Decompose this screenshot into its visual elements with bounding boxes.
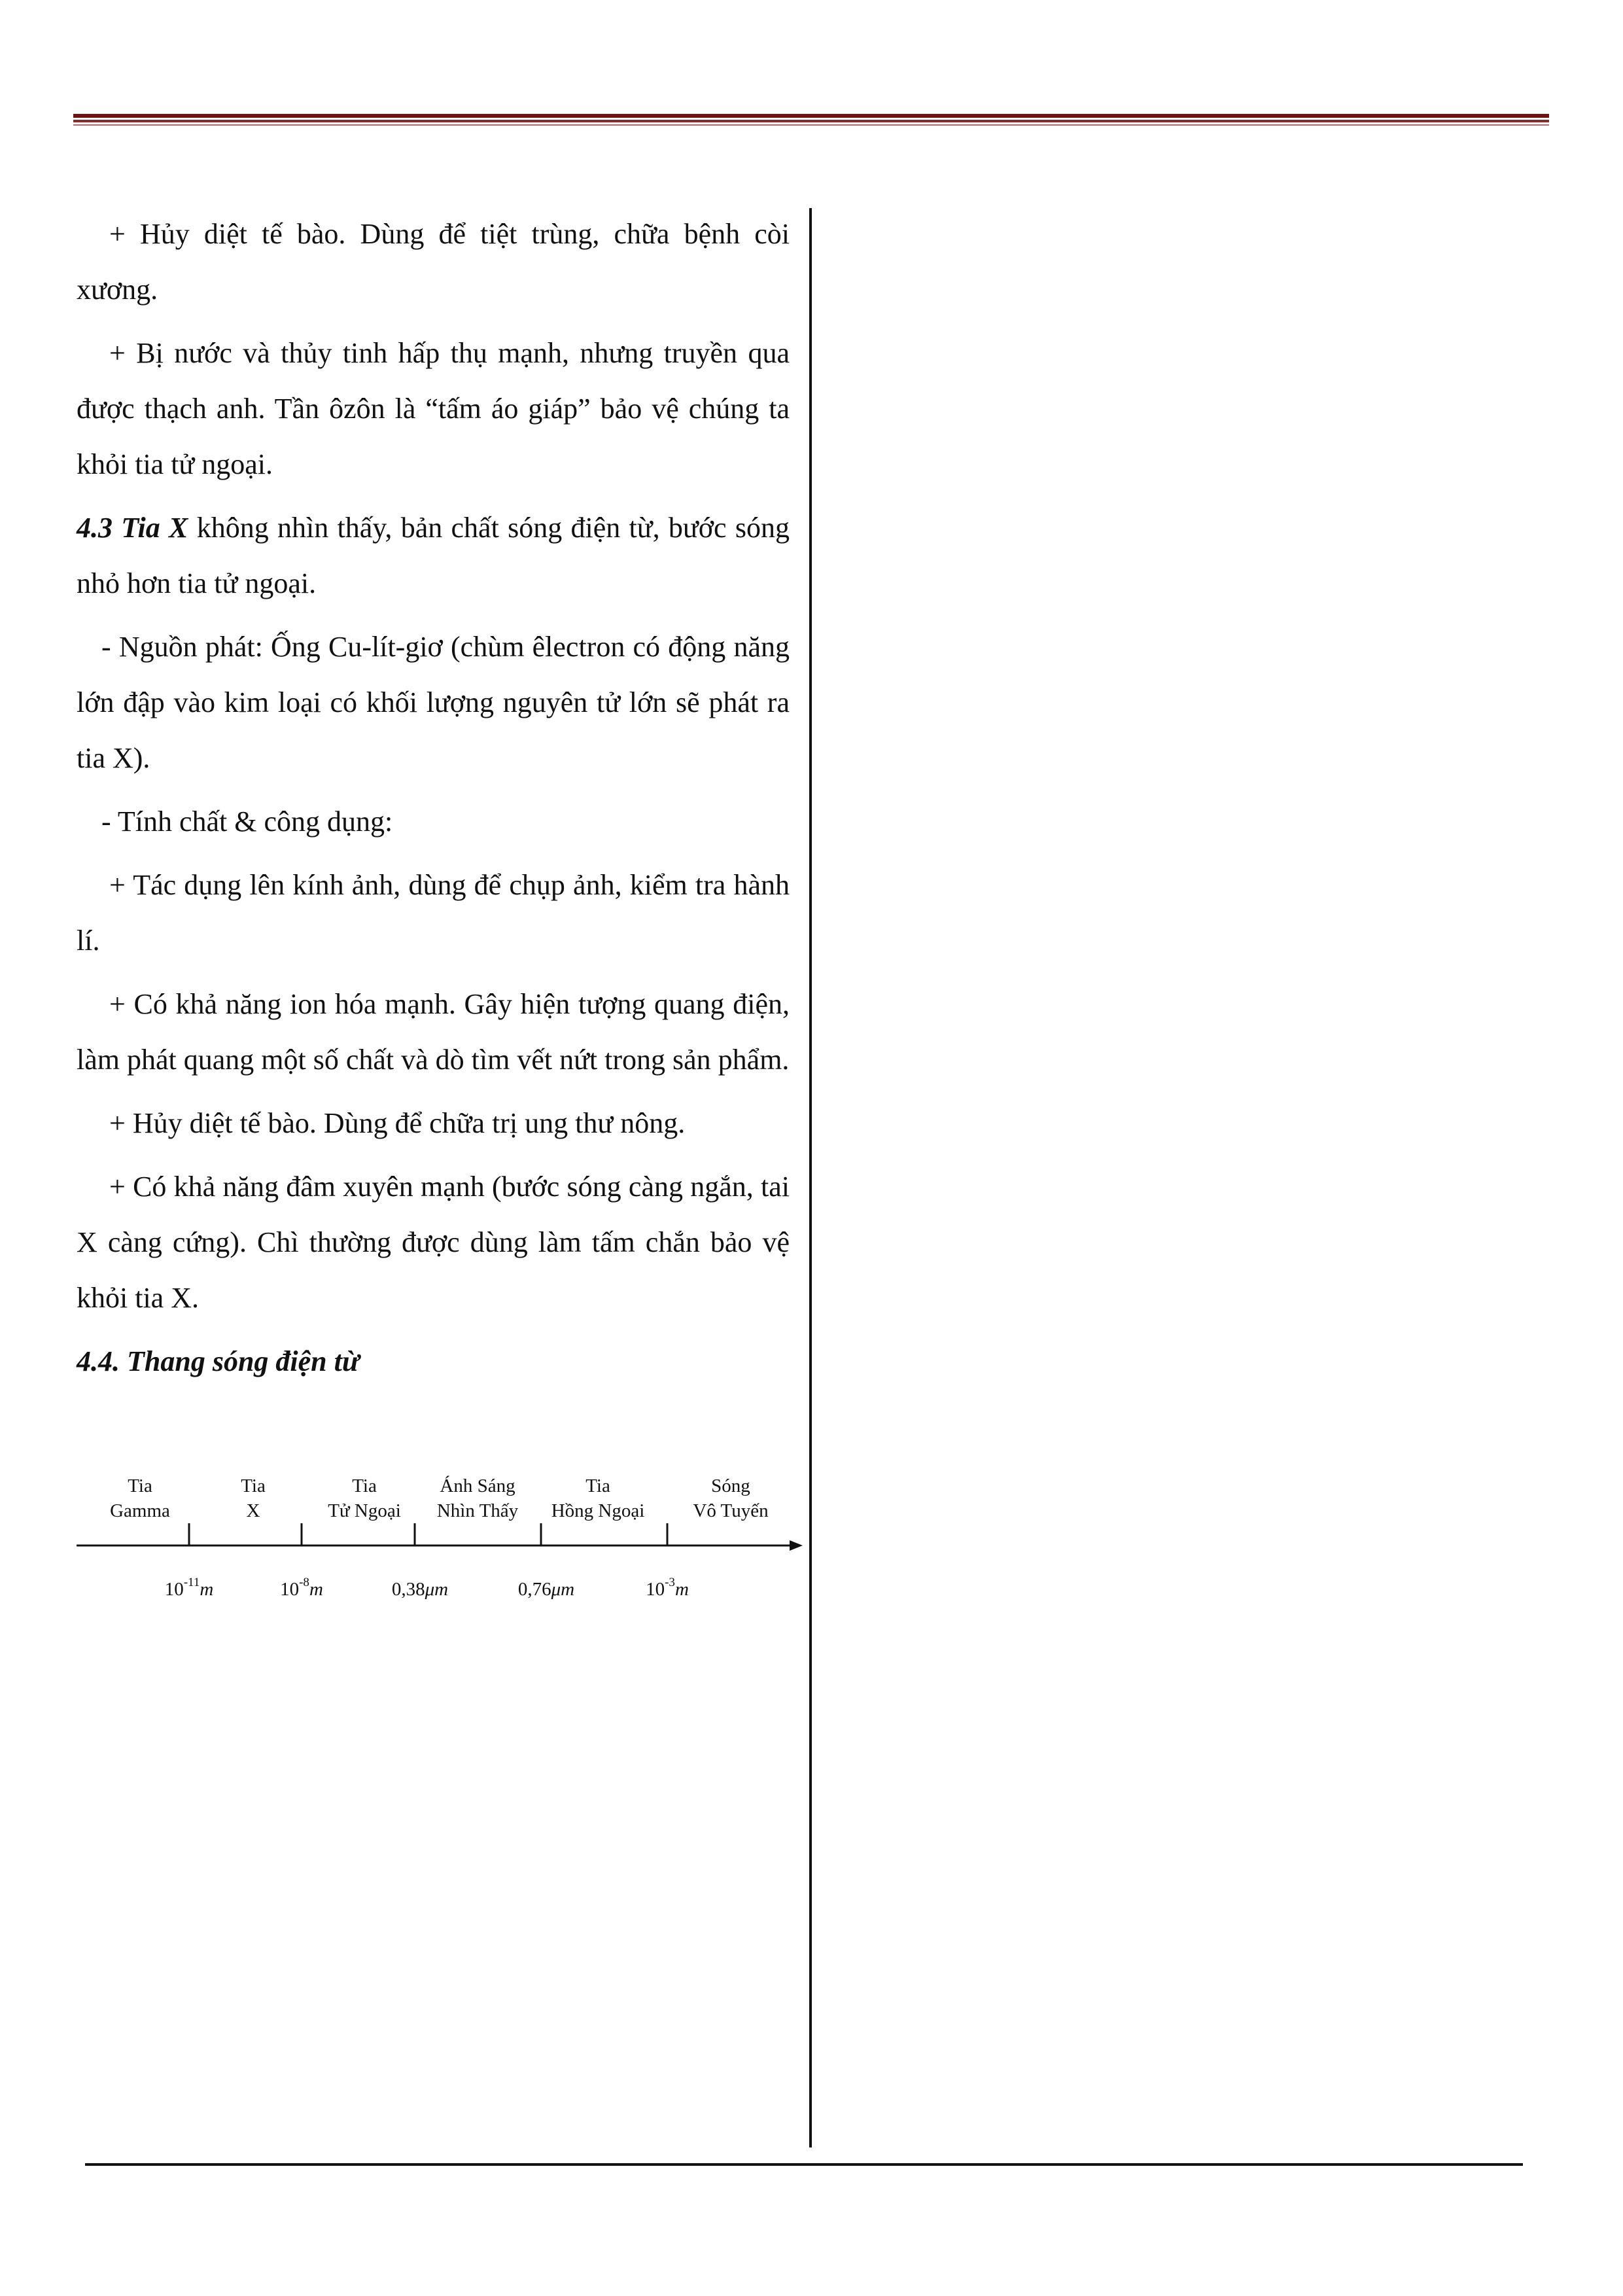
column-divider [809, 208, 812, 2147]
boundary-5-base: 10 [646, 1579, 665, 1600]
boundary-1-base: 10 [164, 1579, 184, 1600]
paragraph-uv-absorption: + Bị nước và thủy tinh hấp thụ mạnh, nhưng truyền qua được thạch anh. Tần ôzôn là “tấm áo giáp” bảo vệ chúng ta khỏi tia tử ngoại. [77, 337, 790, 480]
spectrum-axis-arrow [790, 1540, 803, 1551]
section-title-spectrum: 4.4. Thang sóng điện từ [77, 1345, 360, 1377]
band-visible-line1: Ánh Sáng [440, 1475, 515, 1496]
band-infrared-line1: Tia [585, 1475, 610, 1496]
header-rule-middle [73, 120, 1549, 122]
boundary-3-base: 0,38 [391, 1579, 425, 1600]
boundary-2-unit: m [309, 1579, 323, 1600]
boundary-2-exp: -8 [299, 1576, 309, 1589]
left-column [77, 206, 790, 1397]
band-radio-line1: Sóng [711, 1475, 750, 1496]
paragraph-xray-ionization: + Có khả năng ion hóa mạnh. Gây hiện tượng quang điện, làm phát quang một số chất và dò tìm vết nứt trong sản phẩm. [77, 988, 790, 1076]
paragraph-xray-source: - Nguồn phát: Ống Cu-lít-giơ (chùm êlectron có động năng lớn đập vào kim loại có khối lượng nguyên tử lớn sẽ phát ra tia X). [77, 631, 790, 774]
header-rule-thin [73, 124, 1549, 126]
boundary-1-unit: m [200, 1579, 214, 1600]
header-rule-thick [73, 114, 1549, 118]
band-gamma-line2: Gamma [110, 1500, 170, 1521]
xray-intro-text: không nhìn thấy, bản chất sóng điện từ, bước sóng nhỏ hơn tia tử ngoại. [77, 512, 790, 599]
paragraph-uv-cell-destruction: + Hủy diệt tế bào. Dùng để tiệt trùng, chữa bệnh còi xương. [77, 218, 790, 306]
band-infrared-line2: Hồng Ngoại [551, 1500, 645, 1521]
boundary-4-unit: μm [551, 1579, 575, 1600]
paragraph-xray-properties: - Tính chất & công dụng: [101, 805, 393, 838]
band-visible-line2: Nhìn Thấy [436, 1500, 519, 1521]
band-radio-line2: Vô Tuyến [693, 1500, 769, 1521]
boundary-5-unit: m [674, 1579, 689, 1600]
boundary-label-1 [165, 1576, 214, 1600]
paragraph-xray-intro [77, 500, 790, 611]
boundary-label-4 [518, 1579, 574, 1600]
xray-heading: 4.3 Tia X [77, 512, 188, 544]
boundary-4-base: 0,76 [517, 1579, 551, 1600]
band-xray-line1: Tia [241, 1475, 266, 1496]
boundary-3-unit: μm [425, 1579, 449, 1600]
band-xray-line2: X [246, 1500, 260, 1521]
boundary-label-2 [280, 1576, 323, 1600]
footer-rule [85, 2163, 1523, 2166]
band-gamma-line1: Tia [128, 1475, 152, 1496]
paragraph-xray-cancer: + Hủy diệt tế bào. Dùng để chữa trị ung thư nông. [109, 1107, 686, 1139]
em-spectrum-svg [77, 1466, 803, 1616]
boundary-5-exp: -3 [665, 1576, 675, 1589]
boundary-2-base: 10 [280, 1579, 300, 1600]
boundary-1-exp: -11 [183, 1576, 200, 1589]
boundary-label-5 [646, 1576, 689, 1600]
paragraph-xray-photo: + Tác dụng lên kính ảnh, dùng để chụp ảnh, kiểm tra hành lí. [77, 869, 790, 957]
band-uv-line1: Tia [352, 1475, 377, 1496]
band-uv-line2: Tử Ngoại [328, 1500, 401, 1521]
em-spectrum-diagram [77, 1466, 803, 1616]
paragraph-xray-penetration: + Có khả năng đâm xuyên mạnh (bước sóng càng ngắn, tai X càng cứng). Chì thường được dùng làm tấm chắn bảo vệ khỏi tia X. [77, 1171, 790, 1314]
boundary-label-3 [392, 1579, 448, 1600]
